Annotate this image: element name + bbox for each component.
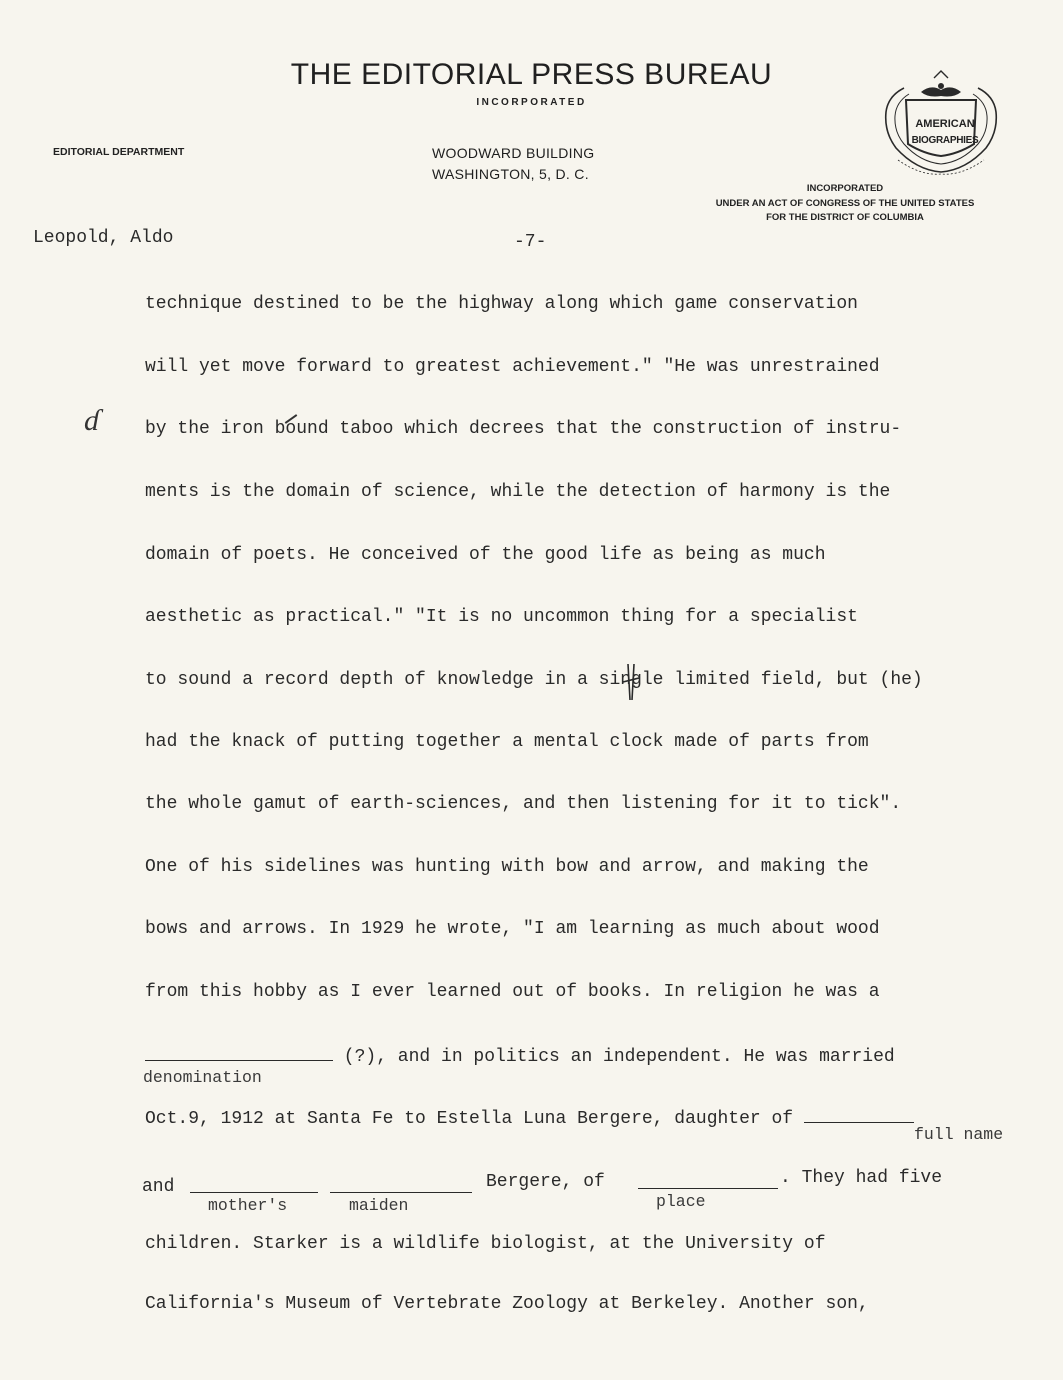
text-line-12: from this hobby as I ever learned out of books. In religion he was a <box>145 982 880 1002</box>
text-line-13-text: (?), and in politics an independent. He was married <box>333 1047 895 1067</box>
text-line-11: bows and arrows. In 1929 he wrote, "I am learning as much about wood <box>145 919 880 939</box>
corp-line-2: UNDER AN ACT OF CONGRESS OF THE UNITED STATES <box>715 197 975 209</box>
place-blank <box>638 1188 778 1189</box>
handwritten-correction-mark <box>620 662 642 702</box>
seal-text-biographies: BIOGRAPHIES <box>911 135 979 146</box>
text-line-8: had the knack of putting together a mental clock made of parts from <box>145 732 869 752</box>
text-line-3: by the iron bound taboo which decrees that the construction of instru- <box>145 419 902 439</box>
letterhead-title: THE EDITORIAL PRESS BUREAU <box>290 58 773 91</box>
text-line-15-and: and <box>142 1177 175 1197</box>
text-line-4: ments is the domain of science, while the detection of harmony is the <box>145 482 891 502</box>
text-line-6: aesthetic as practical." "It is no uncommon thing for a specialist <box>145 607 858 627</box>
denomination-blank <box>145 1044 333 1061</box>
letterhead-corporation-note <box>682 182 1008 226</box>
text-line-2: will yet move forward to greatest achievement." "He was unrestrained <box>145 357 880 377</box>
maiden-label: maiden <box>349 1196 409 1215</box>
text-line-17: California's Museum of Vertebrate Zoology at Berkeley. Another son, <box>145 1294 869 1314</box>
text-line-10: One of his sidelines was hunting with bow and arrow, and making the <box>145 857 869 877</box>
text-line-15-end: . They had five <box>780 1168 943 1188</box>
handwritten-margin-mark: ɗ <box>84 404 99 437</box>
corp-line-3: FOR THE DISTRICT OF COLUMBIA <box>766 212 924 223</box>
place-label: place <box>656 1192 706 1211</box>
text-line-16: children. Starker is a wildlife biologist, at the University of <box>145 1234 826 1254</box>
seal-text-american: AMERICAN <box>915 118 975 130</box>
letterhead-department: EDITORIAL DEPARTMENT <box>53 146 185 158</box>
text-line-7: to sound a record depth of knowledge in a single limited field, but (he) <box>145 670 923 690</box>
letterhead-address <box>432 143 594 185</box>
subject-name: Leopold, Aldo <box>33 228 174 248</box>
mothers-blank <box>190 1192 318 1193</box>
text-line-14-text: Oct.9, 1912 at Santa Fe to Estella Luna Bergere, daughter of <box>145 1109 794 1129</box>
text-line-1: technique destined to be the highway along which game conservation <box>145 294 858 314</box>
letterhead-incorporated: INCORPORATED <box>476 97 587 108</box>
maiden-blank <box>330 1192 472 1193</box>
address-line-1: WOODWARD BUILDING <box>432 145 595 161</box>
text-line-13 <box>145 1044 895 1067</box>
page-number: -7- <box>514 232 547 252</box>
text-line-9: the whole gamut of earth-sciences, and then listening for it to tick". <box>145 794 902 814</box>
text-line-14 <box>145 1106 914 1129</box>
full-name-label: full name <box>914 1125 1004 1144</box>
mothers-label: mother's <box>208 1196 288 1215</box>
text-line-5: domain of poets. He conceived of the good life as being as much <box>145 545 826 565</box>
denomination-label: denomination <box>143 1068 262 1087</box>
corp-line-1: INCORPORATED <box>806 183 884 194</box>
text-line-15-mid: Bergere, of <box>486 1172 605 1192</box>
address-line-2: WASHINGTON, 5, D. C. <box>432 166 589 182</box>
full-name-blank <box>804 1106 914 1123</box>
